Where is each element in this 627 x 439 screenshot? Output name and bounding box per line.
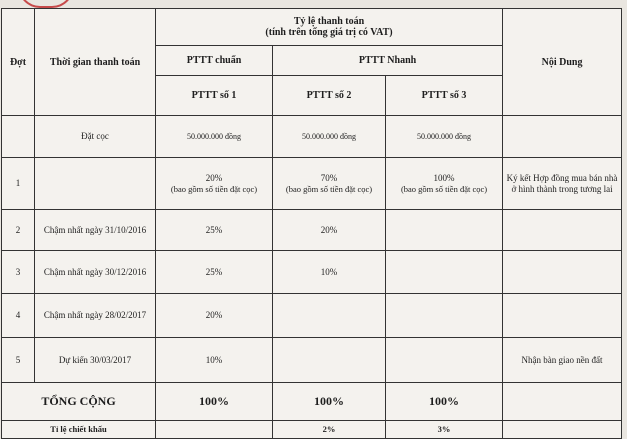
row-plan3: 50.000.000 đồng: [386, 116, 503, 158]
row-plan1: 20%: [156, 294, 273, 338]
col-header-standard: PTTT chuẩn: [156, 46, 273, 76]
row-content: Ký kết Hợp đồng mua bán nhà ở hình thành trong tương lai: [503, 158, 622, 210]
row-plan2: 20%: [273, 210, 386, 251]
table-row: [2, 158, 622, 210]
row-plan1: 25%: [156, 210, 273, 251]
discount-plan2: 2%: [273, 421, 386, 439]
row-dot: 5: [2, 338, 35, 383]
discount-content: [503, 421, 622, 439]
row-plan1-value: 20%: [205, 172, 223, 183]
row-plan1: 25%: [156, 251, 273, 294]
row-content: [503, 251, 622, 294]
col-header-ratio: [156, 9, 503, 46]
row-time: Dự kiến 30/03/2017: [35, 338, 156, 383]
row-plan3: [386, 251, 503, 294]
row-plan2-value: 70%: [320, 172, 338, 183]
row-dot: 4: [2, 294, 35, 338]
total-label: TỔNG CỘNG: [2, 383, 156, 421]
discount-plan3: 3%: [386, 421, 503, 439]
row-dot: 3: [2, 251, 35, 294]
table-row: [2, 116, 622, 158]
row-plan3: [386, 210, 503, 251]
table-row: [2, 251, 622, 294]
row-plan3: [386, 158, 503, 210]
row-plan3: [386, 338, 503, 383]
row-plan2: 50.000.000 đồng: [273, 116, 386, 158]
table-row: [2, 338, 622, 383]
ratio-subtitle: (tính trên tổng giá trị có VAT): [265, 27, 393, 38]
row-plan3: [386, 294, 503, 338]
col-header-time: Thời gian thanh toán: [35, 9, 156, 116]
row-plan1: 50.000.000 đồng: [156, 116, 273, 158]
row-time: Chậm nhất ngày 31/10/2016: [35, 210, 156, 251]
row-time: Đặt cọc: [35, 116, 156, 158]
row-time: Chậm nhất ngày 28/02/2017: [35, 294, 156, 338]
row-content: [503, 294, 622, 338]
row-dot: [2, 116, 35, 158]
row-plan3-value: 100%: [433, 172, 455, 183]
ratio-title: Tỷ lệ thanh toán: [293, 16, 365, 27]
row-plan2-note: (bao gồm số tiền đặt cọc): [285, 183, 373, 194]
col-header-plan3: PTTT số 3: [386, 76, 503, 116]
col-header-fast: PTTT Nhanh: [273, 46, 503, 76]
row-content: [503, 210, 622, 251]
company-seal-fragment: [18, 0, 74, 8]
total-plan3: 100%: [386, 383, 503, 421]
row-plan2: [273, 338, 386, 383]
row-dot: 1: [2, 158, 35, 210]
row-plan2: 10%: [273, 251, 386, 294]
row-plan1: [156, 158, 273, 210]
row-dot: 2: [2, 210, 35, 251]
table-row: [2, 210, 622, 251]
row-plan1: 10%: [156, 338, 273, 383]
row-plan2: [273, 158, 386, 210]
total-content: [503, 383, 622, 421]
total-plan2: 100%: [273, 383, 386, 421]
row-plan3-note: (bao gồm số tiền đặt cọc): [400, 183, 488, 194]
row-content: Nhận bàn giao nền đất: [503, 338, 622, 383]
row-time: Chậm nhất ngày 30/12/2016: [35, 251, 156, 294]
header-row-1: [2, 9, 622, 46]
row-content: [503, 116, 622, 158]
row-plan1-note: (bao gồm số tiền đặt cọc): [170, 183, 258, 194]
row-plan2: [273, 294, 386, 338]
discount-row: [2, 421, 622, 439]
discount-plan1: [156, 421, 273, 439]
total-plan1: 100%: [156, 383, 273, 421]
col-header-plan1: PTTT số 1: [156, 76, 273, 116]
discount-label: Tỉ lệ chiết khấu: [2, 421, 156, 439]
table-row: [2, 294, 622, 338]
col-header-content: Nội Dung: [503, 9, 622, 116]
col-header-plan2: PTTT số 2: [273, 76, 386, 116]
total-row: [2, 383, 622, 421]
col-header-dot: Đợt: [2, 9, 35, 116]
row-time: [35, 158, 156, 210]
payment-schedule-table: [1, 8, 622, 439]
